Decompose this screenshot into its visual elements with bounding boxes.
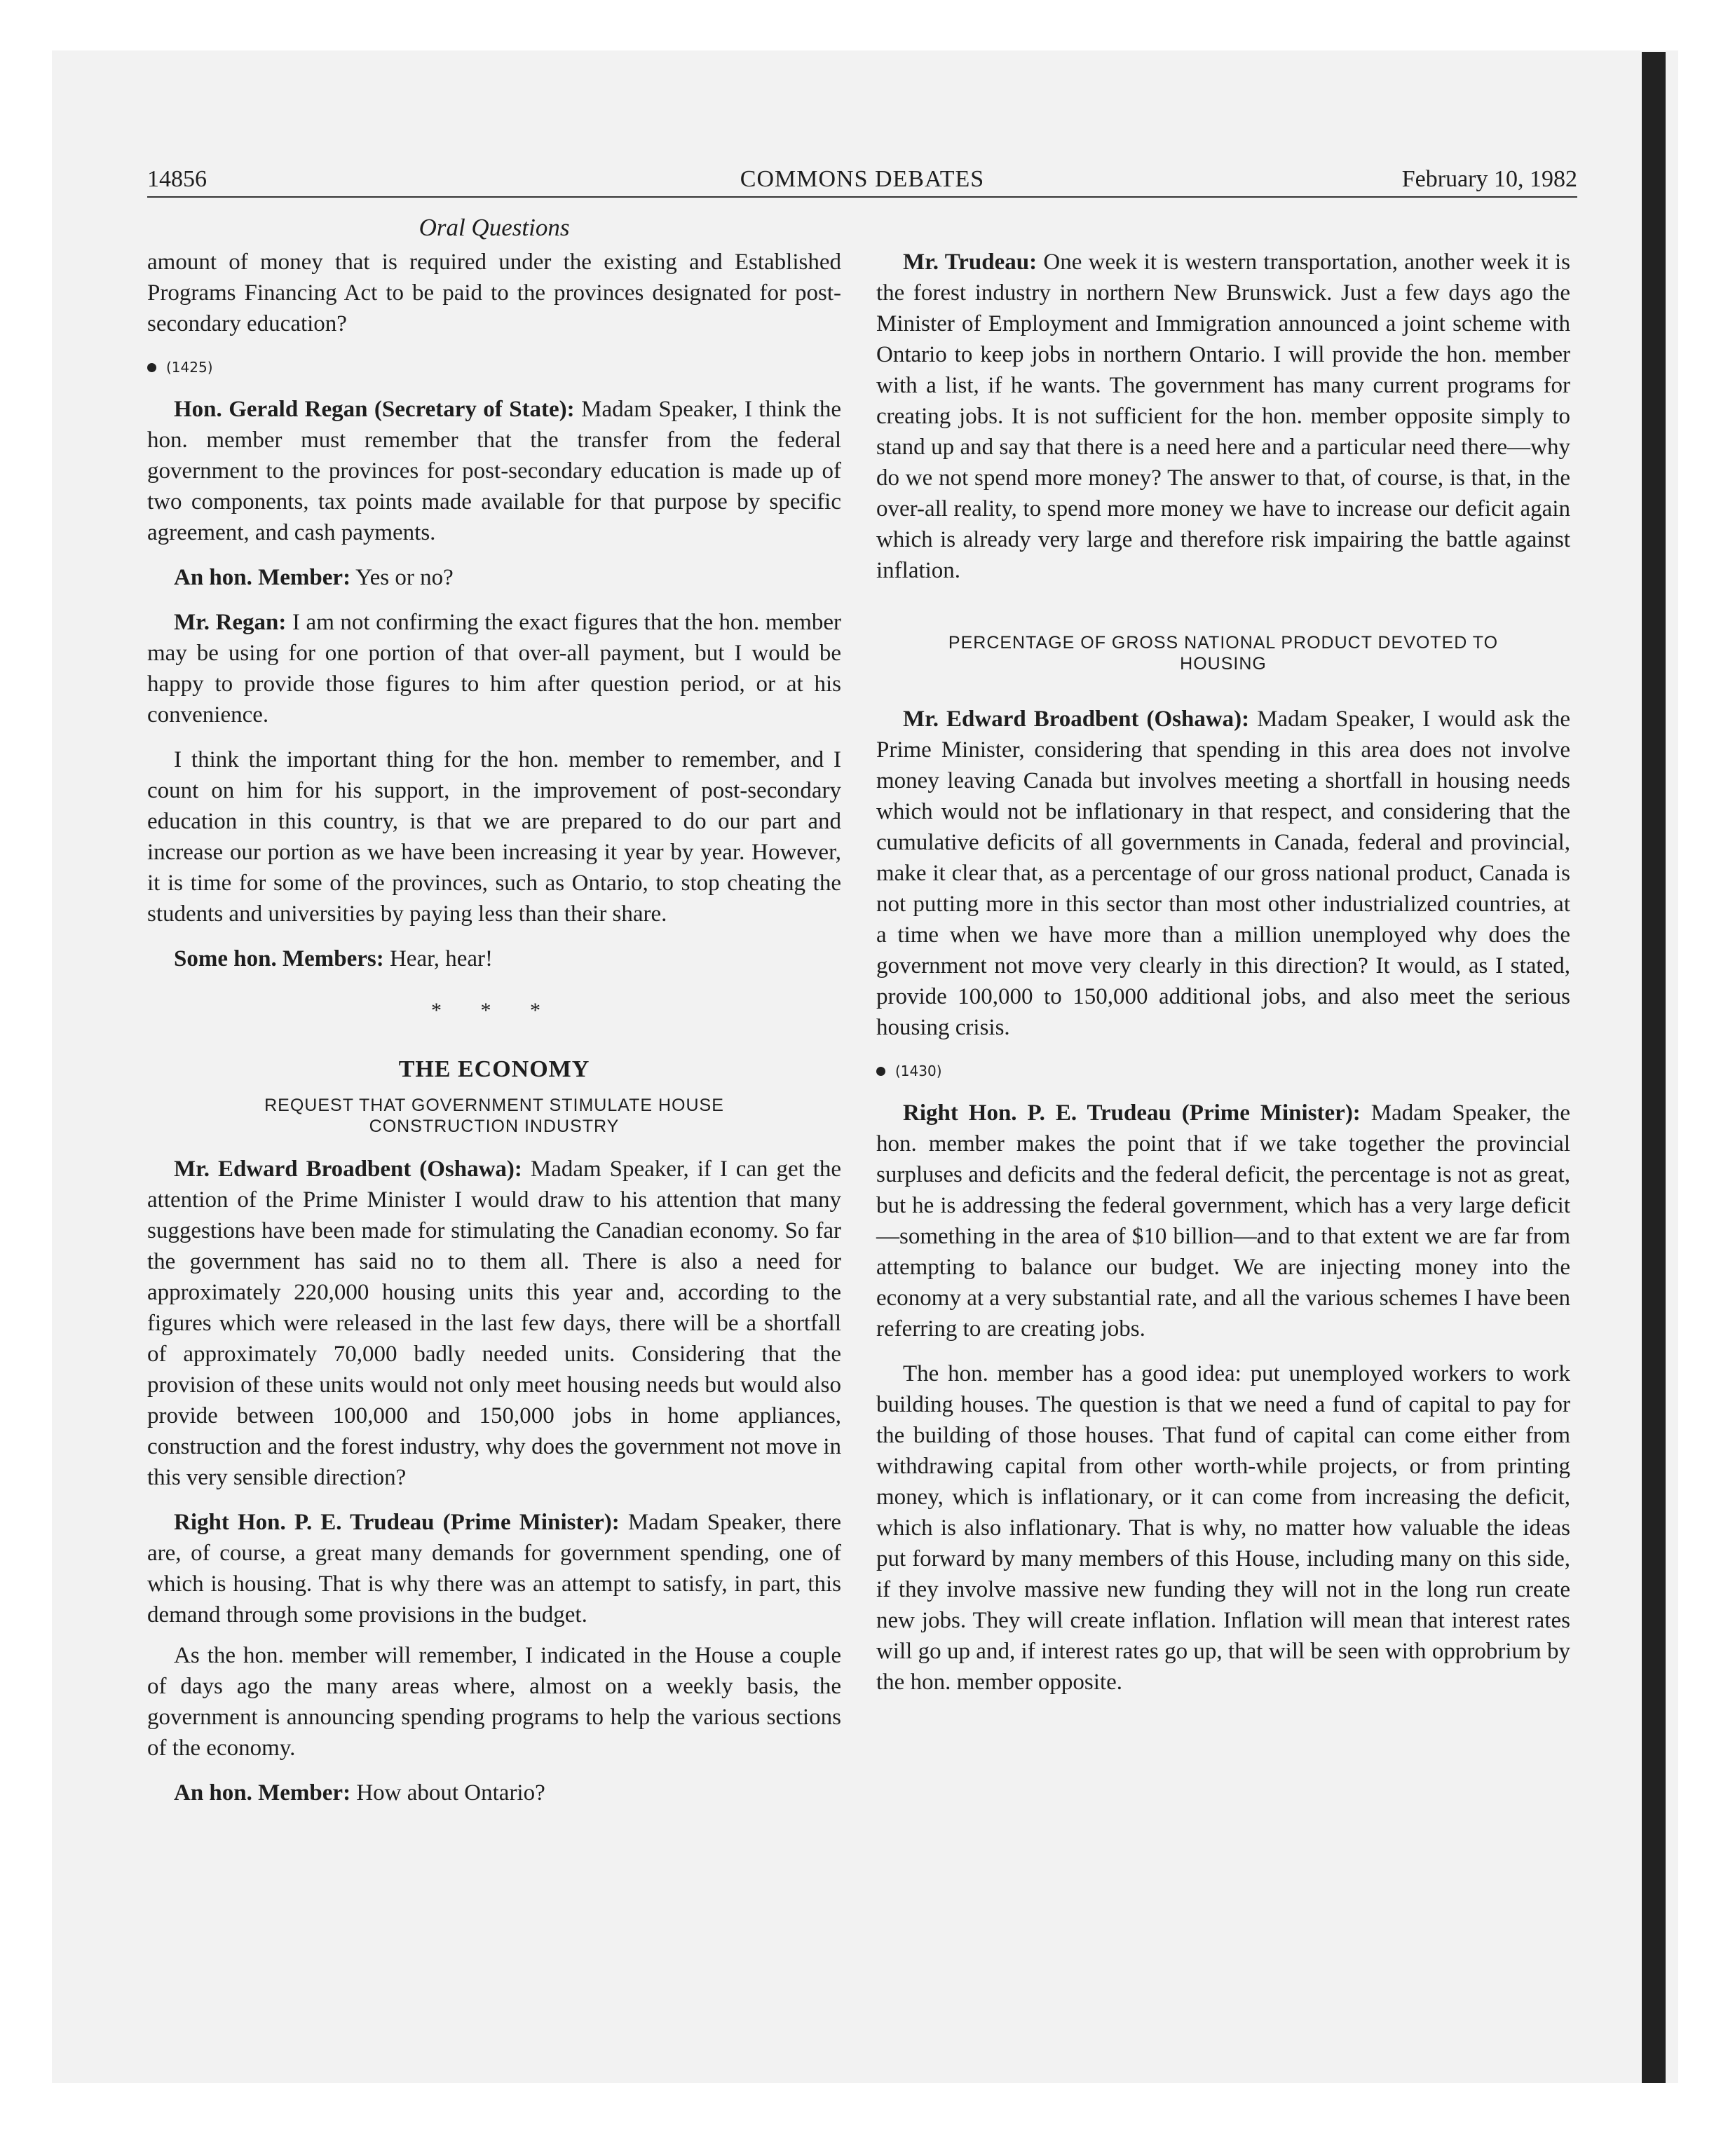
paragraph <box>876 1358 1570 1698</box>
paragraph-text: Hear, hear! <box>389 946 494 971</box>
speaker-name: Right Hon. P. E. Trudeau (Prime Minister): <box>174 1510 620 1535</box>
paragraph-text: As the hon. member will remember, I indicated in the House a couple of days ago the many areas where, almost on a weekly basis, the government is announcing spending programs to help the various sections of the economy. <box>147 1643 841 1761</box>
bullet-icon <box>147 363 156 372</box>
paragraph-text: Yes or no? <box>355 565 454 590</box>
subsection-heading: PERCENTAGE OF GROSS NATIONAL PRODUCT DEVOTED TO HOUSING <box>948 633 1499 674</box>
paragraph-text: I am not confirming the exact figures that the hon. member may be using for one portion of that over-all payment, but I would be happy to provide those figures to him after question period, or at his convenience. <box>147 610 841 728</box>
paragraph <box>147 1507 841 1630</box>
section-separator: * * * <box>431 999 557 1022</box>
paragraph <box>876 704 1570 1043</box>
paragraph <box>876 247 1570 586</box>
running-head <box>147 161 1577 198</box>
speaker-name: An hon. Member: <box>174 565 351 590</box>
paragraph-text: Madam Speaker, I think the hon. member must remember that the transfer from the federal government to the provinces for post-secondary education is made up of two components, tax points made available for that purpose by specific agreement, and cash payments. <box>147 397 841 545</box>
time-marker <box>147 356 841 378</box>
paragraph-text: amount of money that is required under the existing and Established Programs Financing Act to be paid to the provinces designated for post-secondary education? <box>147 250 841 336</box>
speaker-name: Mr. Regan: <box>174 610 287 635</box>
speaker-name: Mr. Edward Broadbent (Oshawa): <box>174 1157 522 1182</box>
speaker-name: Mr. Edward Broadbent (Oshawa): <box>903 707 1250 732</box>
speaker-name: Some hon. Members: <box>174 946 384 971</box>
subsection-heading: REQUEST THAT GOVERNMENT STIMULATE HOUSE CONSTRUCTION INDUSTRY <box>264 1096 724 1136</box>
paragraph <box>147 1778 841 1808</box>
time-marker-text: (1430) <box>895 1063 942 1079</box>
publication-title: COMMONS DEBATES <box>740 166 985 192</box>
paragraph-text: How about Ontario? <box>356 1780 545 1806</box>
paragraph <box>147 394 841 548</box>
paragraph <box>147 1154 841 1493</box>
paragraph-text: Madam Speaker, the hon. member makes the point that if we take together the provincial surpluses and deficits and the federal deficit, the percentage is not as great, but he is addressing the federal government, which has a very large deficit—something in the area of $10 billion—and to that extent we are far from attempting to balance our budget. We are injecting money into the economy at a very substantial rate, and all the various schemes I have been referring to are creating jobs. <box>876 1100 1570 1342</box>
speaker-name: An hon. Member: <box>174 1780 351 1806</box>
bullet-icon <box>876 1067 885 1076</box>
paragraph-text: Madam Speaker, if I can get the attention of the Prime Minister I would draw to his attention that many suggestions have been made for stimulating the Canadian economy. So far the government has said no to them all. There is also a need for approximately 220,000 housing units this year and, according to the figures which were released in the last few days, there will be a shortfall of approximately 70,000 badly needed units. Considering that the provision of these units would not only meet housing needs but would also provide between 100,000 and 150,000 jobs in home appliances, construction and the forest industry, why does the government not move in this very sensible direction? <box>147 1157 842 1490</box>
page-number: 14856 <box>147 166 207 192</box>
right-column <box>876 247 1570 1712</box>
paragraph-text: Madam Speaker, there are, of course, a great many demands for government spending, one of which is housing. That is why there was an attempt to satisfy, in part, this demand through some provisions in the budget. <box>147 1510 841 1628</box>
paragraph <box>147 562 841 593</box>
paragraph <box>147 607 841 730</box>
paragraph <box>147 744 841 929</box>
paragraph-text: I think the important thing for the hon. member to remember, and I count on him for his support, in the improvement of post-secondary education in this country, is that we are prepared to do our part and increase our portion as we have been increasing it year by year. However, it is time for some of the provinces, such as Ontario, to stop cheating the students and universities by paying less than their share. <box>147 747 841 927</box>
scan-edge-bar <box>1642 52 1666 2083</box>
left-column <box>147 247 841 1822</box>
paragraph-text: Madam Speaker, I would ask the Prime Minister, considering that spending in this area does not involve money leaving Canada but involves meeting a shortfall in housing needs which would not be inflationary in that respect, and considering that the cumulative deficits of all governments in Canada, federal and provincial, make it clear that, as a percentage of our gross national product, Canada is not putting more in this sector than most other industrialized countries, at a time when we have more than a million unemployed why does the government not move very clearly in this direction? It would, as I stated, provide 100,000 to 150,000 additional jobs, and also meet the serious housing crisis. <box>876 707 1571 1040</box>
paragraph <box>147 1640 841 1763</box>
publication-date: February 10, 1982 <box>1401 166 1577 192</box>
section-title: Oral Questions <box>419 214 570 241</box>
paragraph <box>876 1098 1570 1344</box>
paragraph-text: One week it is western transportation, another week it is the forest industry in northern New Brunswick. Just a few days ago the Minister of Employment and Immigration announced a joint scheme with Ontario to keep jobs in northern Ontario. I will provide the hon. member with a list, if he wants. The government has many current programs for creating jobs. It is not sufficient for the hon. member opposite simply to stand up and say that there is a need here and a particular need there—why do we not spend more money? The answer to that, of course, is that, in the over-all reality, to spend more money we have to increase our deficit again which is already very large and therefore risk impairing the battle against inflation. <box>876 250 1571 583</box>
time-marker-text: (1425) <box>166 359 213 376</box>
time-marker <box>876 1060 1570 1082</box>
section-heading: THE ECONOMY <box>398 1056 590 1082</box>
paragraph <box>147 943 841 974</box>
speaker-name: Right Hon. P. E. Trudeau (Prime Minister): <box>903 1100 1361 1126</box>
speaker-name: Mr. Trudeau: <box>903 250 1037 275</box>
paragraph-text: The hon. member has a good idea: put unemployed workers to work building houses. The question is that we need a fund of capital to pay for the building of those houses. That fund of capital can come either from withdrawing capital from other worth-while projects, or from printing money, which is inflationary, or it can come from increasing the deficit, which is also inflationary. That is why, no matter how valuable the ideas put forward by many members of this House, including many on this side, if they involve massive new funding they will not in the long run create new jobs. They will create inflation. Inflation will mean that interest rates will go up and, if interest rates go up, that will be seen with opprobrium by the hon. member opposite. <box>876 1361 1570 1695</box>
paragraph <box>147 247 841 339</box>
header-rule <box>147 196 1577 198</box>
speaker-name: Hon. Gerald Regan (Secretary of State): <box>174 397 575 422</box>
